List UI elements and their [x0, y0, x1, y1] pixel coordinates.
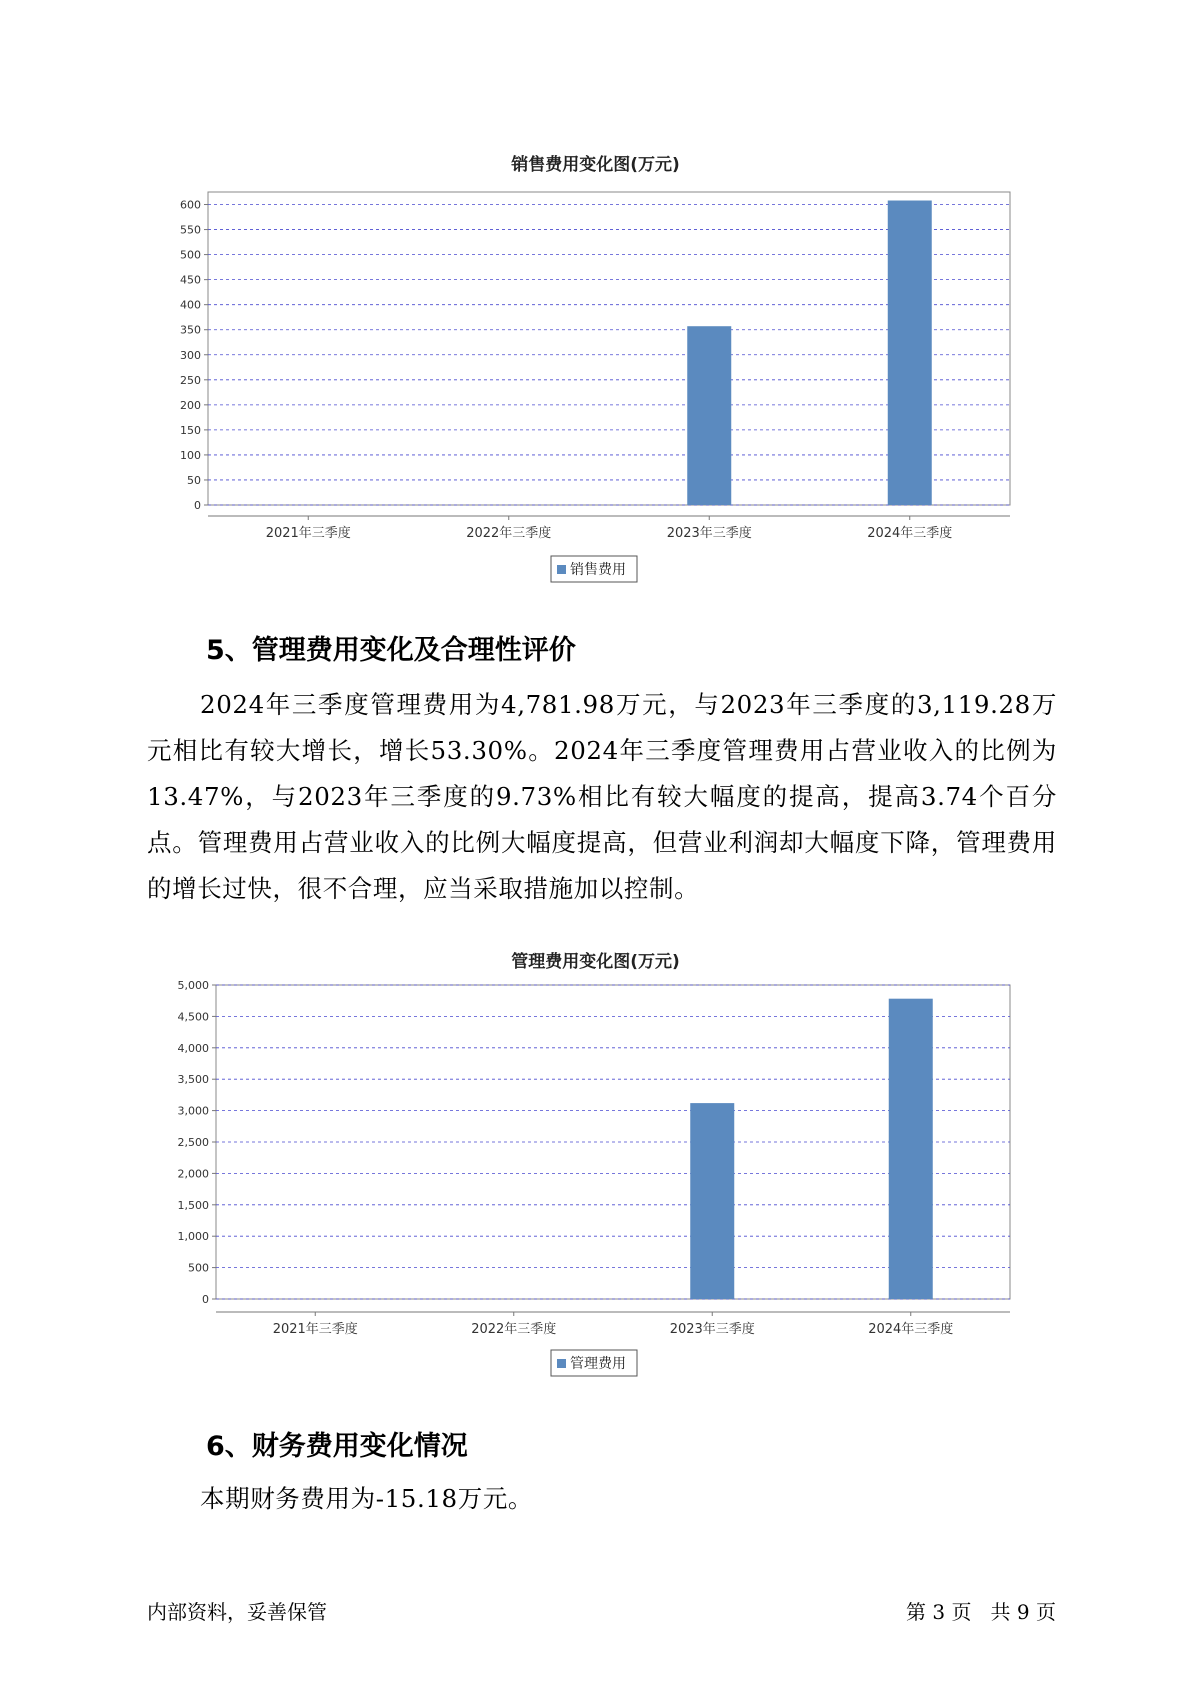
x-tick-label: 2021年三季度: [272, 1322, 358, 1337]
chart2-admin-expense: [0, 980, 1191, 1400]
section-6-heading: 6、财务费用变化情况: [206, 1431, 468, 1462]
y-tick-label: 4,500: [177, 1010, 209, 1024]
x-tick-label: 2023年三季度: [666, 526, 752, 541]
bar: [888, 201, 932, 505]
y-tick-label: 200: [180, 398, 201, 412]
y-tick-label: 2,500: [177, 1136, 209, 1149]
y-tick-label: 500: [188, 1261, 209, 1275]
section-5-paragraph: 2024年三季度管理费用为4,781.98万元，与2023年三季度的3,119.28万元相比有较大增长，增长53.30%。2024年三季度管理费用占营业收入的比例为13.47%，与2023年三季度的9.73%相比有较大幅度的提高，提高3.74个百分点。管理费用占营业收入的比例大幅度提高，但营业利润却大幅度下降，管理费用的增长过快，很不合理，应当采取措施加以控制。: [147, 690, 1057, 903]
y-tick-label: 0: [194, 499, 201, 512]
bar: [690, 1103, 734, 1299]
y-tick-label: 5,000: [177, 980, 209, 992]
bar: [889, 999, 933, 1299]
section-5-heading: 5、管理费用变化及合理性评价: [206, 635, 576, 666]
section-6-paragraph: 本期财务费用为-15.18万元。: [200, 1484, 534, 1513]
y-tick-label: 550: [180, 223, 201, 237]
x-tick-label: 2022年三季度: [466, 526, 552, 541]
chart1-sales-expense: [0, 185, 1191, 605]
y-tick-label: 1,500: [177, 1198, 209, 1212]
legend-swatch: [557, 1359, 566, 1368]
legend-label: 销售费用: [570, 562, 626, 578]
x-tick-label: 2023年三季度: [669, 1322, 755, 1337]
y-tick-label: 450: [180, 273, 201, 287]
x-tick-label: 2021年三季度: [265, 526, 351, 541]
footer-confidential-note: 内部资料，妥善保管: [147, 1600, 327, 1624]
y-tick-label: 100: [180, 448, 201, 462]
y-tick-label: 150: [180, 423, 201, 437]
y-tick-label: 300: [180, 348, 201, 362]
x-tick-label: 2024年三季度: [868, 1322, 954, 1337]
chart2-title: 管理费用变化图(万元): [511, 952, 680, 972]
x-tick-label: 2022年三季度: [471, 1322, 557, 1337]
y-tick-label: 50: [187, 473, 201, 487]
y-tick-label: 3,500: [177, 1073, 209, 1087]
y-tick-label: 500: [180, 248, 201, 262]
y-tick-label: 250: [180, 373, 201, 387]
y-tick-label: 3,000: [177, 1104, 209, 1118]
x-tick-label: 2024年三季度: [867, 526, 953, 541]
legend-swatch: [557, 565, 566, 574]
chart1-title: 销售费用变化图(万元): [511, 155, 680, 175]
y-tick-label: 4,000: [177, 1041, 209, 1055]
y-tick-label: 0: [202, 1293, 209, 1306]
y-tick-label: 2,000: [177, 1167, 209, 1181]
y-tick-label: 1,000: [177, 1230, 209, 1244]
y-tick-label: 350: [180, 323, 201, 337]
y-tick-label: 400: [180, 298, 201, 312]
y-tick-label: 600: [180, 198, 201, 212]
bar: [687, 326, 731, 505]
legend-label: 管理费用: [570, 1356, 626, 1372]
footer-page-number: 第 3 页 共 9 页: [906, 1600, 1056, 1624]
